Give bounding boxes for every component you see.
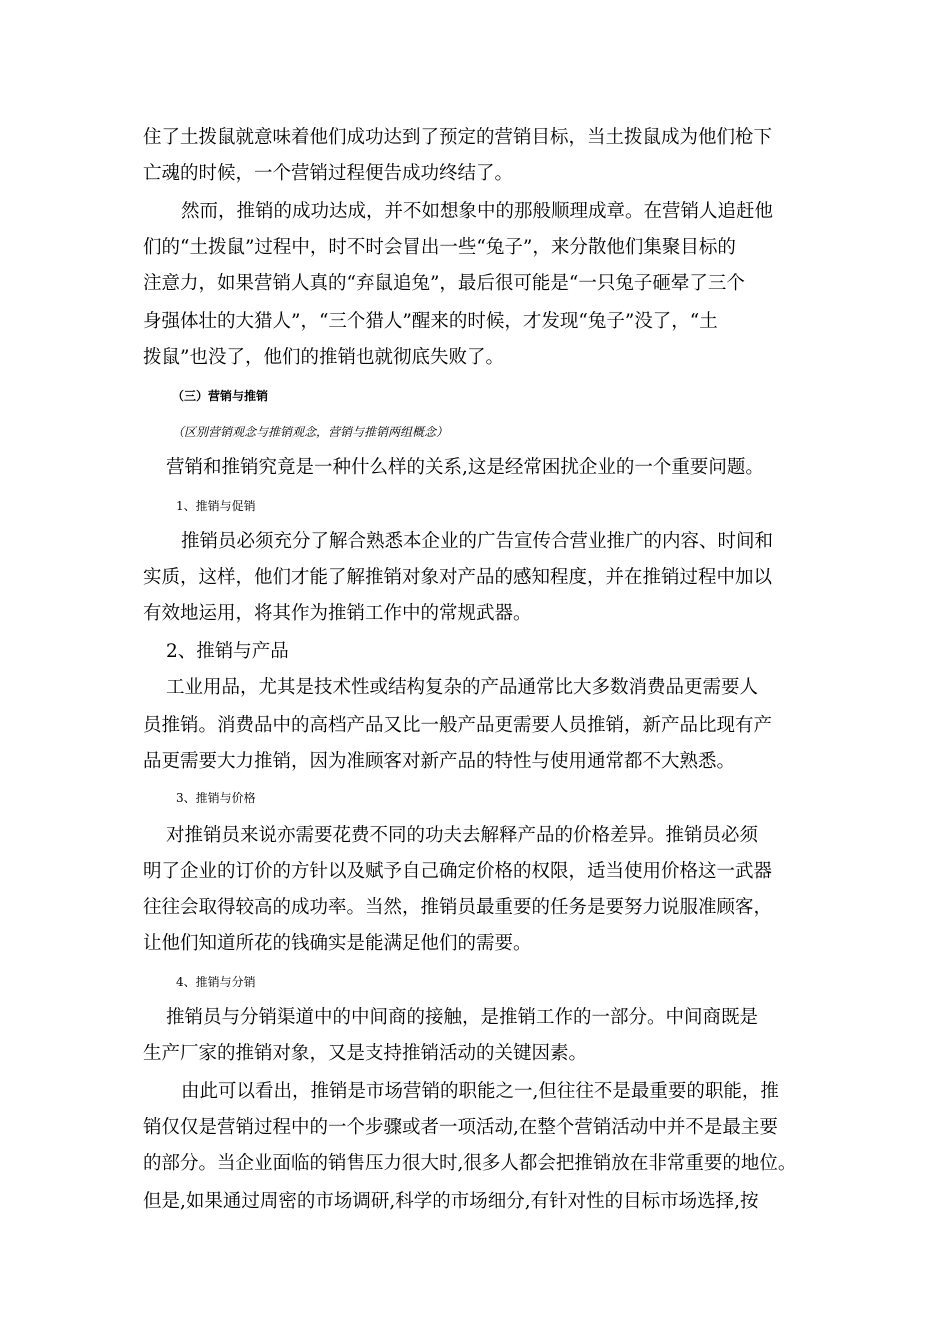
paragraph-line: 有效地运用，将其作为推销工作中的常规武器。 — [143, 603, 532, 624]
section-heading: （三）营销与推销 — [172, 389, 269, 403]
paragraph-line: 然而，推销的成功达成，并不如想象中的那般顺理成章。在营销人追赶他 — [181, 201, 774, 222]
subsection-heading: 1、推销与促销 — [176, 499, 256, 513]
paragraph-line: 工业用品，尤其是技术性或结构复杂的产品通常比大多数消费品更需要人 — [166, 677, 759, 698]
paragraph-line: 的部分。当企业面临的销售压力很大时,很多人都会把推销放在非常重要的地位。 — [143, 1153, 797, 1174]
paragraph-line: 拨鼠”也没了，他们的推销也就彻底失败了。 — [143, 347, 504, 368]
paragraph-line: 身强体壮的大猎人”，“三个猎人”醒来的时候，才发现“兔子”没了，“土 — [143, 311, 718, 332]
subsection-heading: 4、推销与分销 — [176, 975, 256, 989]
paragraph-line: 对推销员来说亦需要花费不同的功夫去解释产品的价格差异。推销员必须 — [166, 825, 759, 846]
paragraph-line: 员推销。消费品中的高档产品又比一般产品更需要人员推销，新产品比现有产 — [143, 715, 773, 736]
paragraph-line: 让他们知道所花的钱确实是能满足他们的需要。 — [143, 933, 532, 954]
subsection-heading: 2、推销与产品 — [166, 641, 289, 662]
paragraph-line: 但是,如果通过周密的市场调研,科学的市场细分,有针对性的目标市场选择,按 — [143, 1191, 759, 1212]
paragraph-line: 销仅仅是营销过程中的一个步骤或者一项活动,在整个营销活动中并不是最主要 — [143, 1117, 778, 1138]
paragraph-line: 生产厂家的推销对象，又是支持推销活动的关键因素。 — [143, 1043, 588, 1064]
paragraph-line: 营销和推销究竟是一种什么样的关系,这是经常困扰企业的一个重要问题。 — [166, 457, 764, 478]
section-note: （区别营销观念与推销观念，营销与推销两组概念） — [172, 425, 449, 439]
paragraph-line: 推销员必须充分了解合熟悉本企业的广告宣传合营业推广的内容、时间和 — [181, 531, 774, 552]
paragraph-line: 明了企业的订价的方针以及赋予自己确定价格的权限，适当使用价格这一武器 — [143, 861, 773, 882]
paragraph-line: 住了土拨鼠就意味着他们成功达到了预定的营销目标，当土拨鼠成为他们枪下 — [143, 127, 773, 148]
paragraph-line: 品更需要大力推销，因为准顾客对新产品的特性与使用通常都不大熟悉。 — [143, 751, 736, 772]
paragraph-line: 注意力，如果营销人真的“弃鼠追兔”，最后很可能是“一只兔子砸晕了三个 — [143, 273, 745, 294]
paragraph-line: 由此可以看出，推销是市场营销的职能之一,但往往不是最重要的职能，推 — [181, 1081, 779, 1102]
paragraph-line: 推销员与分销渠道中的中间商的接触，是推销工作的一部分。中间商既是 — [166, 1007, 759, 1028]
paragraph-line: 实质，这样，他们才能了解推销对象对产品的感知程度，并在推销过程中加以 — [143, 567, 773, 588]
subsection-heading: 3、推销与价格 — [176, 791, 256, 805]
paragraph-line: 往往会取得较高的成功率。当然，推销员最重要的任务是要努力说服准顾客， — [143, 897, 773, 918]
paragraph-line: 们的“土拨鼠”过程中，时不时会冒出一些“兔子”，来分散他们集聚目标的 — [143, 237, 736, 258]
paragraph-line: 亡魂的时候，一个营销过程便告成功终结了。 — [143, 163, 514, 184]
